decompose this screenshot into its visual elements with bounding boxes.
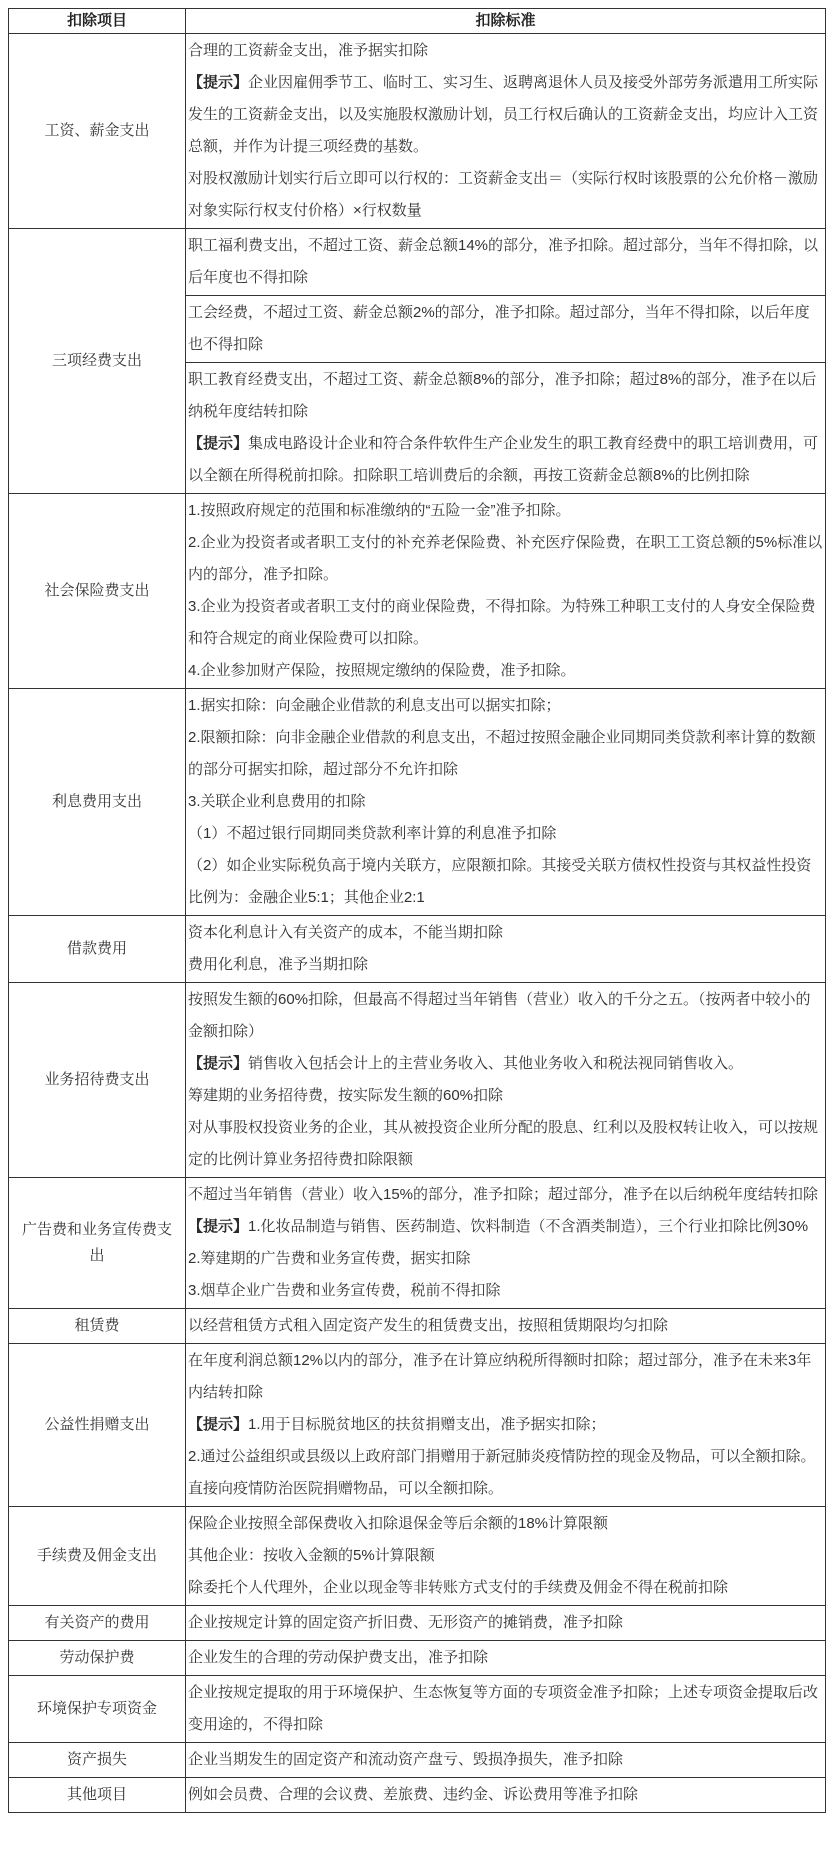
- table-row: [9, 1641, 826, 1676]
- standard-paragraph: 企业按规定提取的用于环境保护、生态恢复等方面的专项资金准予扣除；上述专项资金提取后改变用途的，不得扣除: [188, 1684, 819, 1733]
- deduction-item-label: 利息费用支出: [9, 689, 186, 916]
- table-row: [9, 494, 826, 689]
- deduction-standard-cell: [186, 296, 826, 363]
- table-row: [9, 1178, 826, 1309]
- table-row: [9, 1507, 826, 1606]
- standard-paragraph: 资本化利息计入有关资产的成本，不能当期扣除: [188, 924, 504, 941]
- standard-paragraph: 职工教育经费支出，不超过工资、薪金总额8%的部分，准予扣除；超过8%的部分，准予在以后纳税年度结转扣除: [188, 371, 817, 420]
- standard-paragraph: 【提示】企业因雇佣季节工、临时工、实习生、返聘离退休人员及接受外部劳务派遣用工所实际发生的工资薪金支出，以及实施股权激励计划，员工行权后确认的工资薪金支出，均应计入工资总额，并作为计提三项经费的基数。: [188, 74, 819, 155]
- table-row: [9, 1676, 826, 1743]
- deduction-item-label: 其他项目: [9, 1778, 186, 1813]
- standard-paragraph: （2）如企业实际税负高于境内关联方，应限额扣除。其接受关联方债权性投资与其权益性投资比例为：金融企业5:1；其他企业2:1: [188, 857, 812, 906]
- deduction-standard-cell: [186, 494, 826, 689]
- deduction-item-label: 社会保险费支出: [9, 494, 186, 689]
- tip-label: 【提示】: [188, 74, 249, 91]
- deduction-standard-cell: [186, 1743, 826, 1778]
- table-row: [9, 229, 826, 296]
- deduction-item-label: 三项经费支出: [9, 229, 186, 494]
- tip-label: 【提示】: [188, 435, 249, 452]
- deduction-item-label: 环境保护专项资金: [9, 1676, 186, 1743]
- standard-paragraph: 筹建期的业务招待费，按实际发生额的60%扣除: [188, 1087, 504, 1104]
- header-deduction-item: 扣除项目: [9, 9, 186, 34]
- standard-paragraph: 合理的工资薪金支出，准予据实扣除: [188, 42, 429, 59]
- standard-paragraph: 3.企业为投资者或者职工支付的商业保险费，不得扣除。为特殊工种职工支付的人身安全保险费和符合规定的商业保险费可以扣除。: [188, 598, 816, 647]
- table-row: [9, 916, 826, 983]
- standard-paragraph: 3.关联企业利息费用的扣除: [188, 793, 366, 810]
- standard-paragraph: 其他企业：按收入金额的5%计算限额: [188, 1547, 435, 1564]
- standard-paragraph: 2.通过公益组织或县级以上政府部门捐赠用于新冠肺炎疫情防控的现金及物品，可以全额扣除。直接向疫情防治医院捐赠物品，可以全额扣除。: [188, 1448, 816, 1497]
- standard-paragraph: 工会经费，不超过工资、薪金总额2%的部分，准予扣除。超过部分，当年不得扣除，以后年度也不得扣除: [188, 304, 810, 353]
- standard-paragraph: 4.企业参加财产保险，按照规定缴纳的保险费，准予扣除。: [188, 662, 576, 679]
- deduction-item-label: 手续费及佣金支出: [9, 1507, 186, 1606]
- standard-paragraph: 不超过当年销售（营业）收入15%的部分，准予扣除；超过部分，准予在以后纳税年度结转扣除: [188, 1186, 819, 1203]
- deduction-standard-cell: [186, 1641, 826, 1676]
- standard-paragraph: 2.筹建期的广告费和业务宣传费，据实扣除: [188, 1250, 471, 1267]
- standard-paragraph: 企业按规定计算的固定资产折旧费、无形资产的摊销费，准予扣除: [188, 1614, 624, 1631]
- standard-paragraph: 企业发生的合理的劳动保护费支出，准予扣除: [188, 1649, 489, 1666]
- standard-paragraph: 【提示】销售收入包括会计上的主营业务收入、其他业务收入和税法视同销售收入。: [188, 1055, 744, 1072]
- standard-paragraph: 对股权激励计划实行后立即可以行权的：工资薪金支出＝（实际行权时该股票的公允价格－激励对象实际行权支付价格）×行权数量: [188, 170, 819, 219]
- table-header-row: [9, 9, 826, 34]
- deduction-standard-cell: [186, 1606, 826, 1641]
- table-row: [9, 1344, 826, 1507]
- deduction-table-body: [9, 34, 826, 1813]
- table-row: [9, 1743, 826, 1778]
- standard-paragraph: 在年度利润总额12%以内的部分，准予在计算应纳税所得额时扣除；超过部分，准予在未来3年内结转扣除: [188, 1352, 812, 1401]
- standard-paragraph: 企业当期发生的固定资产和流动资产盘亏、毁损净损失，准予扣除: [188, 1751, 624, 1768]
- standard-paragraph: 例如会员费、合理的会议费、差旅费、违约金、诉讼费用等准予扣除: [188, 1786, 639, 1803]
- table-row: [9, 983, 826, 1178]
- standard-paragraph: 对从事股权投资业务的企业，其从被投资企业所分配的股息、红利以及股权转让收入，可以按规定的比例计算业务招待费扣除限额: [188, 1119, 819, 1168]
- table-row: [9, 1606, 826, 1641]
- header-deduction-standard: 扣除标准: [186, 9, 826, 34]
- deduction-item-label: 借款费用: [9, 916, 186, 983]
- deduction-item-label: 业务招待费支出: [9, 983, 186, 1178]
- deduction-table: [8, 8, 826, 1813]
- deduction-standard-cell: [186, 229, 826, 296]
- deduction-standard-cell: [186, 916, 826, 983]
- standard-paragraph: 保险企业按照全部保费收入扣除退保金等后余额的18%计算限额: [188, 1515, 609, 1532]
- standard-paragraph: 按照发生额的60%扣除，但最高不得超过当年销售（营业）收入的千分之五。（按两者中较小的金额扣除）: [188, 991, 811, 1040]
- standard-paragraph: 【提示】1.化妆品制造与销售、医药制造、饮料制造（不含酒类制造），三个行业扣除比例30%: [188, 1218, 809, 1235]
- deduction-standard-cell: [186, 689, 826, 916]
- standard-paragraph: 【提示】集成电路设计企业和符合条件软件生产企业发生的职工教育经费中的职工培训费用，可以全额在所得税前扣除。扣除职工培训费后的余额，再按工资薪金总额8%的比例扣除: [188, 435, 819, 484]
- standard-paragraph: 职工福利费支出，不超过工资、薪金总额14%的部分，准予扣除。超过部分，当年不得扣除，以后年度也不得扣除: [188, 237, 819, 286]
- standard-paragraph: 【提示】1.用于目标脱贫地区的扶贫捐赠支出，准予据实扣除；: [188, 1416, 606, 1433]
- table-row: [9, 1778, 826, 1813]
- tip-label: 【提示】: [188, 1055, 249, 1072]
- standard-paragraph: 1.据实扣除：向金融企业借款的利息支出可以据实扣除；: [188, 697, 561, 714]
- tip-label: 【提示】: [188, 1416, 249, 1433]
- deduction-standard-cell: [186, 1178, 826, 1309]
- deduction-standard-cell: [186, 363, 826, 494]
- standard-paragraph: 3.烟草企业广告费和业务宣传费，税前不得扣除: [188, 1282, 501, 1299]
- deduction-standard-cell: [186, 1507, 826, 1606]
- deduction-standard-cell: [186, 1676, 826, 1743]
- deduction-standard-cell: [186, 34, 826, 229]
- deduction-item-label: 工资、薪金支出: [9, 34, 186, 229]
- standard-paragraph: 除委托个人代理外，企业以现金等非转账方式支付的手续费及佣金不得在税前扣除: [188, 1579, 729, 1596]
- standard-paragraph: 2.限额扣除：向非金融企业借款的利息支出，不超过按照金融企业同期同类贷款利率计算的数额的部分可据实扣除，超过部分不允许扣除: [188, 729, 816, 778]
- deduction-item-label: 租赁费: [9, 1309, 186, 1344]
- standard-paragraph: 费用化利息，准予当期扣除: [188, 956, 369, 973]
- table-row: [9, 1309, 826, 1344]
- deduction-item-label: 劳动保护费: [9, 1641, 186, 1676]
- table-row: [9, 689, 826, 916]
- deduction-standard-cell: [186, 1344, 826, 1507]
- deduction-item-label: 公益性捐赠支出: [9, 1344, 186, 1507]
- standard-paragraph: （1）不超过银行同期同类贷款利率计算的利息准予扣除: [188, 825, 557, 842]
- deduction-item-label: 资产损失: [9, 1743, 186, 1778]
- standard-paragraph: 以经营租赁方式租入固定资产发生的租赁费支出，按照租赁期限均匀扣除: [188, 1317, 669, 1334]
- deduction-standard-cell: [186, 1778, 826, 1813]
- deduction-item-label: 广告费和业务宣传费支出: [9, 1178, 186, 1309]
- standard-paragraph: 1.按照政府规定的范围和标准缴纳的“五险一金”准予扣除。: [188, 502, 571, 519]
- tip-label: 【提示】: [188, 1218, 249, 1235]
- deduction-standard-cell: [186, 1309, 826, 1344]
- table-row: [9, 34, 826, 229]
- deduction-standard-cell: [186, 983, 826, 1178]
- deduction-item-label: 有关资产的费用: [9, 1606, 186, 1641]
- standard-paragraph: 2.企业为投资者或者职工支付的补充养老保险费、补充医疗保险费，在职工工资总额的5%标准以内的部分，准予扣除。: [188, 534, 823, 583]
